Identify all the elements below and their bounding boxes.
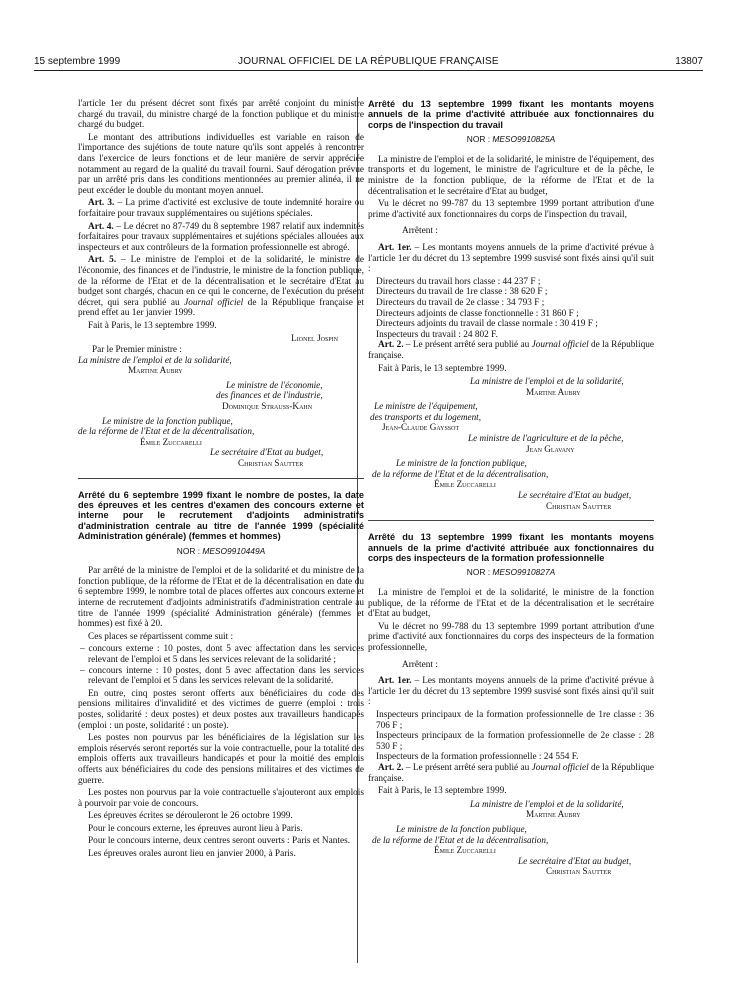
article-text: – Le présent arrêté sera publié au bbox=[403, 340, 532, 351]
signature-title: La ministre de l'emploi et de la solidarité, bbox=[470, 798, 624, 809]
article-text: de la République française et prend effet au 1er janvier 1999. bbox=[78, 297, 364, 319]
signature-name: Émile Zuccarelli bbox=[140, 436, 202, 447]
signature-intro: Par le Premier ministre : bbox=[92, 344, 182, 355]
nor-reference bbox=[78, 546, 364, 557]
decree-paragraph: Vu le décret no 99-788 du 13 septembre 1999 portant attribution d'une prime d'activité aux fonctionnaires du corps des inspecteurs de la formation professionnelle, bbox=[368, 621, 654, 653]
article-1 bbox=[368, 676, 654, 708]
decree-paragraph: Le montant des attributions individuelles est variable en raison de l'importance des sujétions de toute nature qu'ils sont appelés à rencontrer dans l'exercice de leurs fonctions et de leur manière de servir appréciée notamment au regard de la qualité du travail fourni. Sauf dérogation prévue par un arrêté pris dans les conditions mentionnées au premier alinéa, il ne peut excéder le double du montant moyen annuel. bbox=[78, 132, 364, 196]
signature-title: de la réforme de l'Etat et de la décentralisation, bbox=[372, 834, 549, 845]
nor-code: MESO9910449A bbox=[202, 545, 266, 556]
header-date: 15 septembre 1999 bbox=[34, 56, 121, 67]
right-column bbox=[368, 99, 654, 877]
amount-line: Directeurs adjoints de classe fonctionnelle : 31 860 F ; bbox=[376, 308, 579, 319]
decree-paragraph: La ministre de l'emploi et de la solidarité, le ministre de la fonction publique, de la réforme de l'Etat et de la décentralisation et le secrétaire d'Etat au budget, bbox=[368, 588, 654, 620]
signature-name: Jean Glavany bbox=[526, 443, 575, 454]
journal-officiel-ref: Journal officiel bbox=[531, 340, 589, 351]
left-column bbox=[78, 99, 364, 862]
amount-line: Directeurs adjoints du travail de classe normale : 30 419 F ; bbox=[376, 319, 598, 330]
article-label: Art. 2. bbox=[378, 762, 404, 773]
signature-title: Le ministre de l'agriculture et de la pêche, bbox=[468, 433, 624, 444]
article-2 bbox=[368, 340, 654, 361]
article-4 bbox=[78, 222, 364, 254]
header-journal-title: JOURNAL OFFICIEL DE LA RÉPUBLIQUE FRANÇAISE bbox=[238, 56, 499, 67]
fait-a-paris: Fait à Paris, le 13 septembre 1999. bbox=[88, 320, 217, 331]
nor-label: NOR : bbox=[176, 545, 203, 556]
article-text: – Les montants moyens annuels de la prime d'activité prévue à l'article 1er du décret du 13 septembre 1999 susvisé sont fixés ainsi qu'il suit : bbox=[368, 242, 654, 275]
article-label: Art. 3. bbox=[88, 198, 115, 209]
section-separator bbox=[78, 478, 364, 479]
article-1 bbox=[368, 243, 654, 275]
signature-name: Martine Aubry bbox=[526, 386, 581, 397]
section-title: Arrêté du 6 septembre 1999 fixant le nombre de postes, la date des épreuves et les centres d'examen des concours externe et interne pour le recrutement d'adjoints administratifs d'administration centrale au titre de l'année 1999 (spécialité Administration générale) (femmes et hommes) bbox=[78, 489, 364, 542]
decree-paragraph: En outre, cinq postes seront offerts aux bénéficiaires du code des pensions militaires d'invalidité et des victimes de guerre (emploi : trois postes, solidarité : deux postes) et deux postes aux travailleurs handicapés (emploi : un poste, solidarité : un poste). bbox=[78, 688, 364, 731]
decree-paragraph: Vu le décret no 99-787 du 13 septembre 1999 portant attribution d'une prime d'activité aux fonctionnaires du corps de l'inspection du travail, bbox=[368, 199, 654, 220]
article-text: – Le décret no 87-749 du 8 septembre 1987 relatif aux indemnités forfaitaires pour travaux supplémentaires et sujétions spéciales allouées aux inspecteurs et aux contrôleurs de la formation professionnelle est abrogé. bbox=[78, 221, 365, 253]
article-text: – Les montants moyens annuels de la prime d'activité prévue à l'article 1er du décret du 13 septembre 1999 susvisé sont fixés ainsi qu'il suit : bbox=[368, 676, 654, 708]
signature-name: Martine Aubry bbox=[526, 809, 581, 820]
header-rule bbox=[34, 70, 703, 71]
signature-name: Christian Sautter bbox=[238, 458, 304, 468]
amount-line: Directeurs du travail hors classe : 44 237 F ; bbox=[376, 276, 541, 287]
article-label: Art. 1er. bbox=[378, 242, 412, 253]
nor-code: MESO9910825A bbox=[492, 134, 556, 145]
decree-paragraph: Pour le concours externe, les épreuves auront lieu à Paris. bbox=[88, 823, 303, 834]
journal-officiel-ref: Journal officiel bbox=[184, 297, 244, 308]
page-header bbox=[34, 56, 703, 70]
nor-code: MESO9910827A bbox=[492, 567, 556, 578]
article-text: – Le présent arrêté sera publié au bbox=[403, 762, 532, 773]
section-title: Arrêté du 13 septembre 1999 fixant les montants moyens annuels de la prime d'activité attribuée aux fonctionnaires du corps de l'inspection du travail bbox=[368, 99, 654, 130]
signature-title: des finances et de l'industrie, bbox=[216, 390, 323, 401]
signature-name: Dominique Strauss-Kahn bbox=[222, 401, 313, 412]
list-item: – concours interne : 10 postes, dont 5 avec affectation dans les services relevant de l'emploi et 5 dans les services relevant de la solidarité. bbox=[80, 665, 364, 687]
article-label: Art. 1er. bbox=[378, 676, 412, 687]
signature-title: des transports et du logement, bbox=[370, 411, 482, 422]
amount-line: Inspecteurs du travail : 24 802 F. bbox=[376, 329, 498, 340]
signature-title: Le secrétaire d'Etat au budget, bbox=[518, 855, 632, 866]
signature-name: Christian Sautter bbox=[546, 500, 612, 511]
article-text: de la République française. bbox=[368, 762, 655, 784]
signature-name: Émile Zuccarelli bbox=[434, 479, 496, 490]
article-2 bbox=[368, 763, 654, 784]
article-label: Art. 5. bbox=[88, 255, 117, 266]
amount-line: Inspecteurs principaux de la formation professionnelle de 2e classe : 28 530 F ; bbox=[376, 731, 654, 752]
signature-title: Le ministre de la fonction publique, bbox=[396, 823, 527, 834]
nor-reference bbox=[368, 567, 654, 578]
decree-paragraph: Pour le concours interne, deux centres seront ouverts : Paris et Nantes. bbox=[88, 836, 351, 847]
article-3 bbox=[78, 198, 364, 219]
list-item: – concours externe : 10 postes, dont 5 avec affectation dans les services relevant de l'emploi et 5 dans les services relevant de la solidarité ; bbox=[80, 644, 364, 665]
decree-paragraph: Ces places se répartissent comme suit : bbox=[88, 631, 234, 642]
signature-title: Le ministre de l'équipement, bbox=[374, 401, 478, 412]
signature-name: Lionel Jospin bbox=[291, 333, 338, 344]
arretent: Arrêtent : bbox=[402, 659, 438, 670]
signature-name: Martine Aubry bbox=[128, 365, 183, 376]
article-text: – Le ministre de l'emploi et de la solidarité, le ministre de l'économie, des finances et de l'industrie, le ministre de la fonction publique, de la réforme de l'Etat et de la décentralisation et le secrétaire d'Etat au budget sont chargés, chacun en ce qui le concerne, de l'exécution du présent décret, qui sera publié au bbox=[78, 255, 365, 308]
arretent: Arrêtent : bbox=[402, 226, 438, 237]
nor-label: NOR : bbox=[466, 567, 493, 578]
amount-line: Directeurs du travail de 2e classe : 34 793 F ; bbox=[376, 297, 545, 308]
article-5 bbox=[78, 255, 364, 319]
decree-paragraph: Les épreuves orales auront lieu en janvier 2000, à Paris. bbox=[88, 849, 296, 860]
amount-line: Directeurs du travail de 1re classe : 38 620 F ; bbox=[376, 287, 548, 298]
signature-title: de la réforme de l'Etat et de la décentralisation, bbox=[372, 468, 549, 479]
posts-list bbox=[78, 644, 364, 686]
decree-paragraph: Les postes non pourvus par la voie contractuelle s'ajouteront aux emplois à pourvoir par voie de concours. bbox=[78, 788, 364, 809]
decree-paragraph: La ministre de l'emploi et de la solidarité, le ministre de l'équipement, des transports et du logement, le ministre de l'agriculture et de la pêche, le ministre de la fonction publique, de la réforme de l'Etat et de la décentralisation et le secrétaire d'Etat au budget, bbox=[368, 154, 654, 197]
article-label: Art. 4. bbox=[88, 221, 114, 232]
fait-a-paris: Fait à Paris, le 13 septembre 1999. bbox=[378, 786, 507, 797]
signature-title: Le secrétaire d'Etat au budget, bbox=[210, 447, 324, 458]
amount-line: Inspecteurs principaux de la formation professionnelle de 1re classe : 36 706 F ; bbox=[376, 709, 654, 731]
decree-paragraph: Par arrêté de la ministre de l'emploi et de la solidarité et du ministre de la fonction publique, de la réforme de l'Etat et de la décentralisation en date du 6 septembre 1999, le nombre total de places offertes aux concours externe et interne de recrutement d'adjoints administratifs d'administration centrale au titre de l'année 1999 (spécialité Administration générale) (femmes et hommes) est fixé à 20. bbox=[78, 566, 364, 630]
journal-officiel-ref: Journal officiel bbox=[531, 762, 589, 773]
signature-title: Le ministre de l'économie, bbox=[226, 379, 323, 390]
signature-title: de la réforme de l'Etat et de la décentralisation, bbox=[78, 426, 255, 437]
article-label: Art. 2. bbox=[378, 340, 404, 351]
section-separator bbox=[368, 520, 654, 521]
signature-name: Christian Sautter bbox=[546, 866, 612, 877]
header-page-number: 13807 bbox=[675, 56, 703, 67]
article-text: de la République française. bbox=[368, 340, 655, 361]
article-text: – La prime d'activité est exclusive de toute indemnité horaire ou forfaitaire pour travaux supplémentaires ou sujétions spéciales. bbox=[78, 198, 364, 219]
signature-title: Le ministre de la fonction publique, bbox=[396, 458, 527, 469]
signature-title: Le secrétaire d'Etat au budget, bbox=[518, 490, 632, 501]
fait-a-paris: Fait à Paris, le 13 septembre 1999. bbox=[378, 363, 507, 374]
signature-name: Émile Zuccarelli bbox=[434, 845, 496, 856]
decree-paragraph: Les épreuves écrites se dérouleront le 26 octobre 1999. bbox=[88, 811, 293, 822]
section-title: Arrêté du 13 septembre 1999 fixant les montants moyens annuels de la prime d'activité attribuée aux fonctionnaires du corps des inspecteurs de la formation professionnelle bbox=[368, 532, 654, 564]
signature-title: Le ministre de la fonction publique, bbox=[102, 415, 233, 426]
signature-title: La ministre de l'emploi et de la solidarité, bbox=[470, 376, 624, 387]
decree-paragraph: Les postes non pourvus par les bénéficiaires de la législation sur les emplois réservés seront reportés sur la voie contractuelle, pour la totalité des emplois offerts aux travailleurs handicapés et pour la moitié des emplois offerts aux bénéficiaires du code des pensions militaires et des victimes de guerre. bbox=[78, 733, 364, 786]
signature-name: Jean-Claude Gayssot bbox=[382, 422, 460, 433]
signature-title: La ministre de l'emploi et de la solidarité, bbox=[78, 354, 232, 365]
nor-reference bbox=[368, 134, 654, 145]
nor-label: NOR : bbox=[466, 134, 493, 145]
amount-line: Inspecteurs de la formation professionnelle : 24 554 F. bbox=[376, 752, 579, 763]
decree-paragraph: l'article 1er du présent décret sont fixés par arrêté conjoint du ministre chargé du travail, du ministre chargé de la fonction publique et du ministre chargé du budget. bbox=[78, 99, 364, 131]
